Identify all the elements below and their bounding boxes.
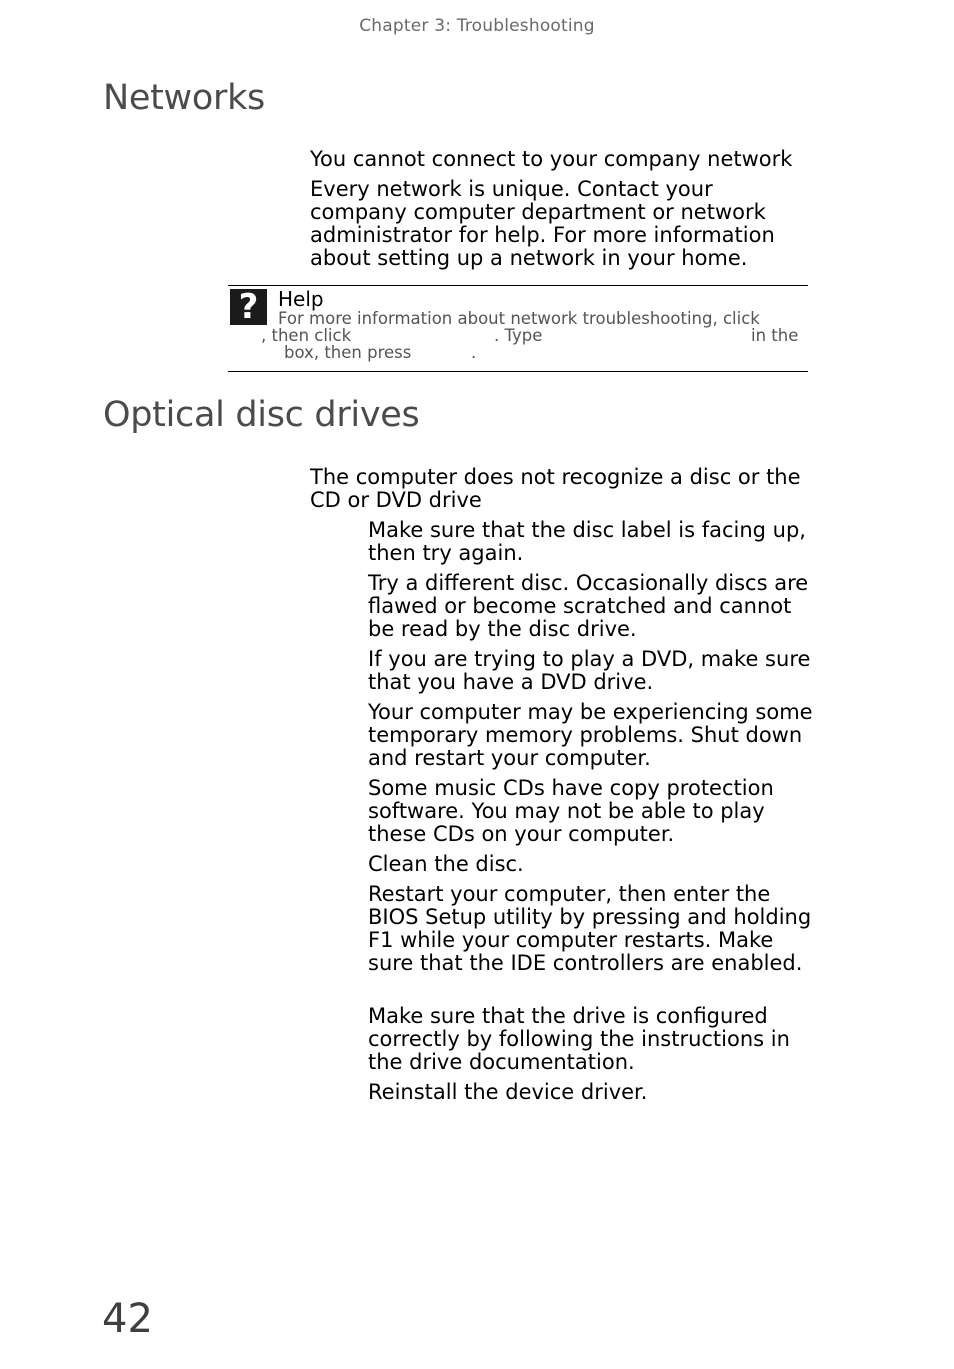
solution-item: Clean the disc.	[368, 852, 524, 876]
solution-item: Some music CDs have copy protection software. You may not be able to play these CDs on your computer.	[368, 776, 774, 846]
networks-body: Every network is unique. Contact your company computer department or network administrator for help. For more information about setting up a network in your home.	[310, 177, 775, 270]
help-box	[228, 285, 808, 372]
help-title: Help	[278, 287, 324, 311]
help-line-3a: box, then press	[284, 343, 412, 362]
problem-heading-optical: The computer does not recognize a disc or the CD or DVD drive	[310, 465, 801, 512]
running-head: Chapter 3: Troubleshooting	[359, 16, 595, 36]
help-line-3b: .	[471, 343, 477, 362]
solution-item: Restart your computer, then enter the BIOS Setup utility by pressing and holding F1 while your computer restarts. Make sure that the IDE controllers are enabled.	[368, 882, 812, 975]
help-question-icon: ?	[230, 289, 267, 325]
solution-item: Reinstall the device driver.	[368, 1080, 648, 1104]
solution-item: Try a different disc. Occasionally discs are flawed or become scratched and cannot be read by the disc drive.	[368, 571, 809, 641]
help-line-2b: . Type	[494, 326, 543, 345]
solution-item: If you are trying to play a DVD, make sure that you have a DVD drive.	[368, 647, 811, 694]
solution-item: Make sure that the disc label is facing up, then try again.	[368, 518, 806, 565]
problem-heading-networks: You cannot connect to your company network	[310, 147, 793, 171]
help-line-2a: , then click	[261, 326, 352, 345]
section-title-networks: Networks	[103, 78, 265, 118]
help-line-2c: in the	[751, 326, 799, 345]
solution-item: Your computer may be experiencing some temporary memory problems. Shut down and restart your computer.	[368, 700, 813, 770]
page-number: 42	[102, 1296, 153, 1342]
section-title-optical-disc-drives: Optical disc drives	[103, 395, 420, 435]
solution-item: Make sure that the drive is configured correctly by following the instructions in the drive documentation.	[368, 1004, 790, 1074]
help-line-1: For more information about network troubleshooting, click	[278, 309, 760, 328]
